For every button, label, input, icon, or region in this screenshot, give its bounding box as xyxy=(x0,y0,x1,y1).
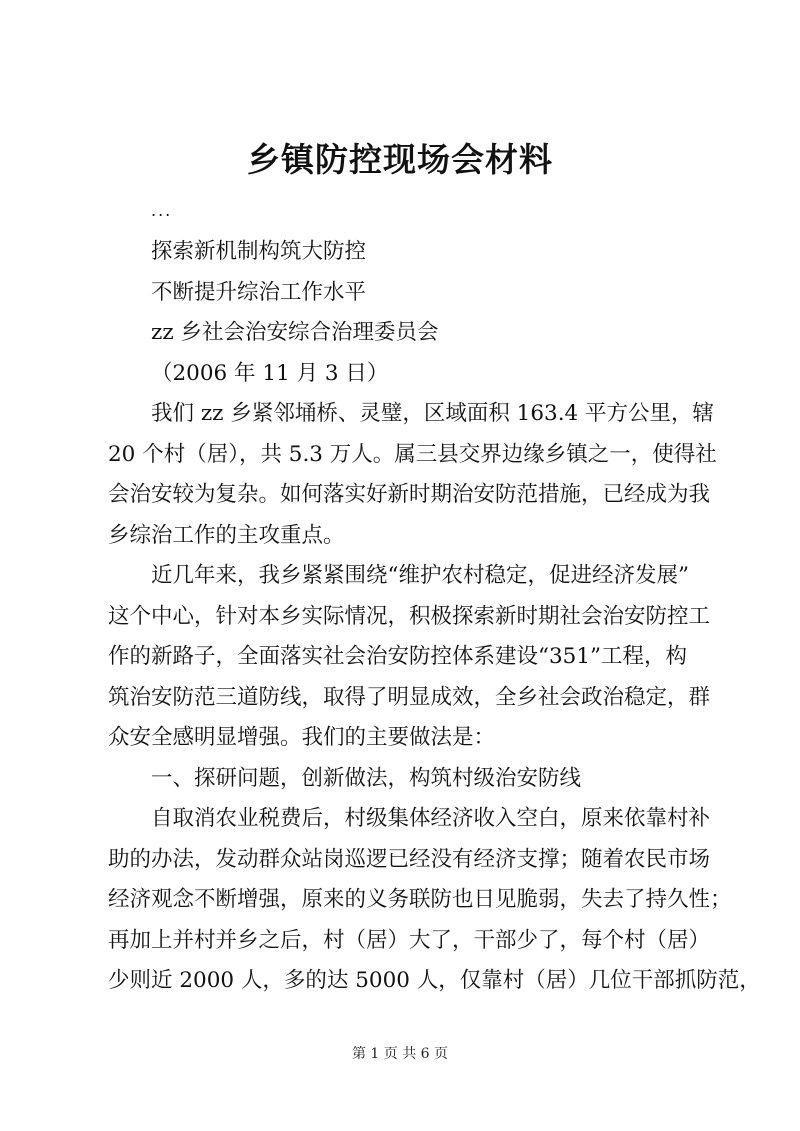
paragraph-line: 20 个村（居），共 5.3 万人。属三县交界边缘乡镇之一，使得社 xyxy=(108,441,717,467)
paragraph-line: 自取消农业税费后，村级集体经济收入空白，原来依靠村补 xyxy=(151,806,711,831)
paragraph-line: 少则近 2000 人，多的达 5000 人，仅靠村（居）几位干部抓防范， xyxy=(108,968,761,993)
paragraph-line: 再加上并村并乡之后，村（居）大了，干部少了，每个村（居） xyxy=(108,927,711,953)
paragraph-line: 近几年来，我乡紧紧围绕“维护农村稳定，促进经济发展” xyxy=(151,563,689,588)
document-title: 乡镇防控现场会材料 xyxy=(247,140,553,179)
paragraph-line: 筑治安防范三道防线，取得了明显成效，全乡社会政治稳定，群 xyxy=(108,684,711,710)
paragraph-line: 我们 zz 乡紧邻埇桥、灵璧，区域面积 163.4 平方公里，辖 xyxy=(151,401,715,426)
paragraph-line: 这个中心，针对本乡实际情况，积极探索新时期社会治安防控工 xyxy=(108,603,711,629)
author-line: zz 乡社会治安综合治理委员会 xyxy=(151,320,439,345)
paragraph-line: 作的新路子，全面落实社会治安防控体系建设“351”工程，构 xyxy=(108,644,688,669)
section-heading: 一、探研问题，创新做法，构筑村级治安防线 xyxy=(151,765,582,791)
paragraph-line: 会治安较为复杂。如何落实好新时期治安防范措施，已经成为我 xyxy=(108,482,711,507)
paragraph-line: 众安全感明显增强。我们的主要做法是： xyxy=(108,725,496,750)
paragraph-line: 经济观念不断增强，原来的义务联防也日见脆弱，失去了持久性； xyxy=(108,887,732,912)
page-footer: 第 1 页 共 6 页 xyxy=(351,1046,449,1062)
paragraph-line: 乡综治工作的主攻重点。 xyxy=(108,522,345,548)
subtitle-line-1: 探索新机制构筑大防控 xyxy=(151,239,367,264)
ellipsis-marker: ... xyxy=(151,201,173,220)
subtitle-line-2: 不断提升综治工作水平 xyxy=(151,279,367,305)
document-body xyxy=(108,196,761,1002)
date-line: （2006 年 11 月 3 日） xyxy=(151,360,389,386)
paragraph-line: 助的办法，发动群众站岗巡逻已经没有经济支撑；随着农民市场 xyxy=(108,846,711,872)
